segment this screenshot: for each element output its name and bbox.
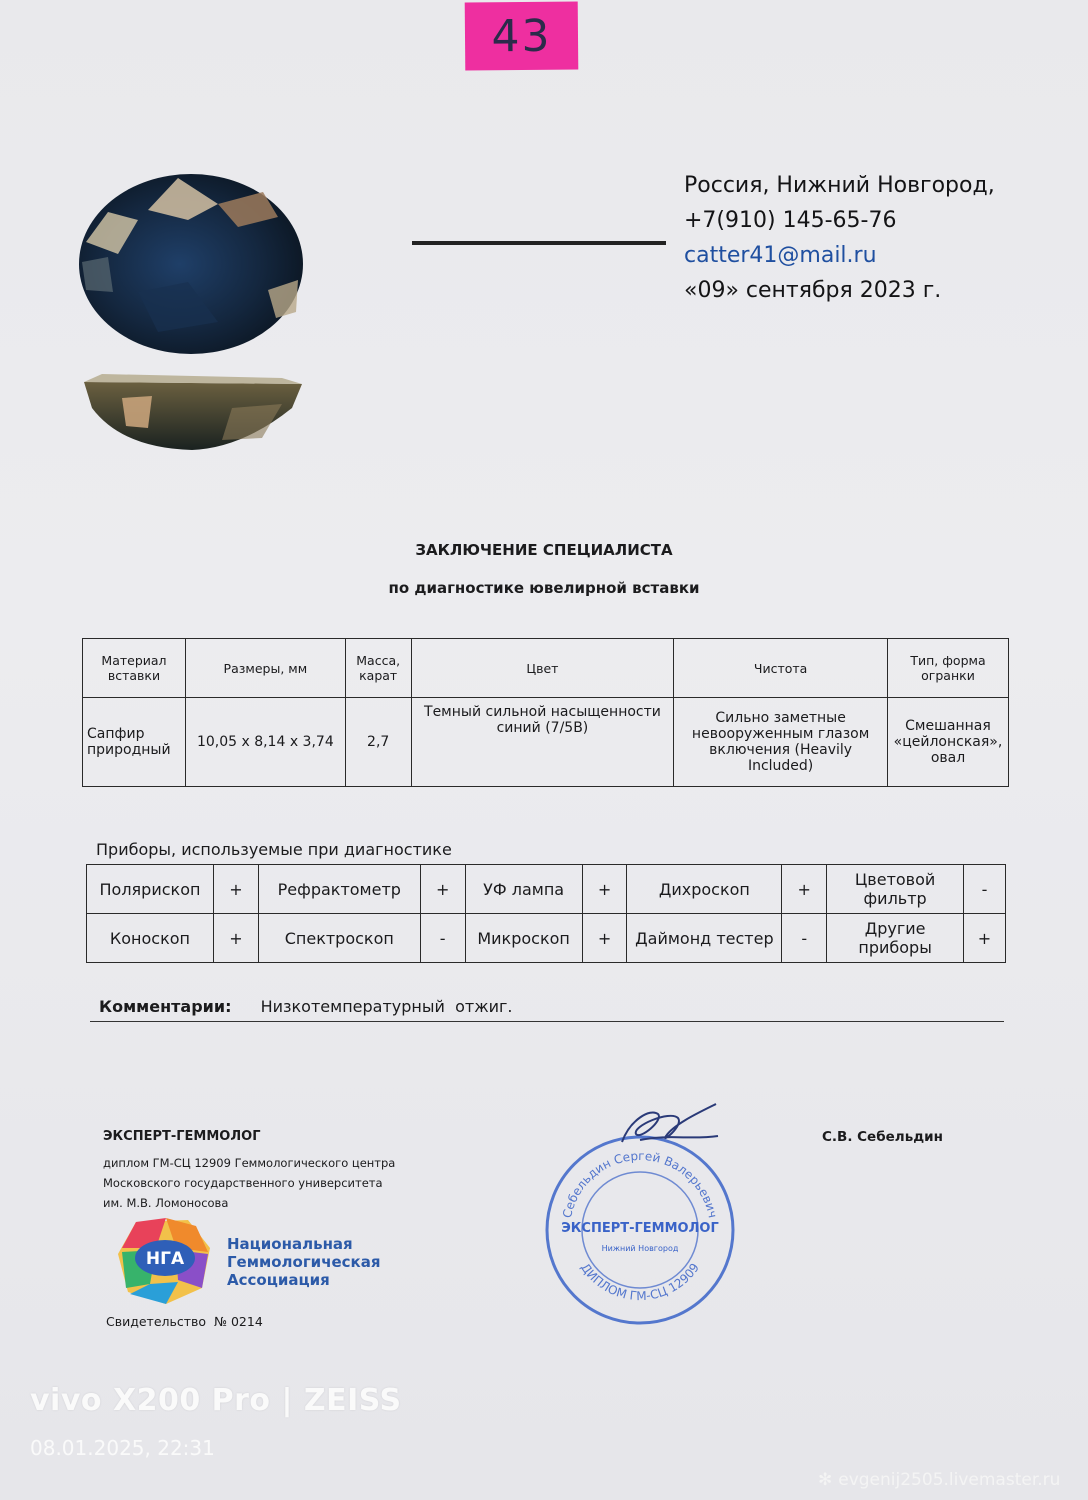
instrument-mark: + [213, 865, 258, 914]
specs-header-cell: Размеры, мм [185, 639, 345, 698]
instrument-mark: - [782, 914, 827, 963]
specs-table [82, 638, 1009, 787]
camera-timestamp: 08.01.2025, 22:31 [30, 1436, 215, 1460]
comments-text: Низкотемпературный отжиг. [260, 997, 513, 1016]
nga-logo-icon [116, 1218, 214, 1306]
instrument-mark: - [964, 865, 1006, 914]
instruments-row [87, 914, 1006, 963]
specs-header-cell: Материал вставки [83, 639, 186, 698]
instruments-row [87, 865, 1006, 914]
specs-cell-mass: 2,7 [345, 698, 411, 787]
watermark-text: evgenij2505.livemaster.ru [838, 1470, 1061, 1490]
watermark-flower-icon: ✻ [818, 1470, 833, 1490]
specs-cell-clarity: Сильно заметные невооруженным глазом включения (Heavily Included) [674, 698, 888, 787]
contact-phone: +7(910) 145-65-76 [684, 208, 897, 233]
instrument-mark: + [964, 914, 1006, 963]
instrument-mark: + [582, 914, 627, 963]
site-watermark [818, 1470, 1060, 1490]
document-title: ЗАКЛЮЧЕНИЕ СПЕЦИАЛИСТА [415, 541, 673, 559]
gemstone-top-view-image [78, 172, 306, 356]
certificate-number: Свидетельство № 0214 [106, 1314, 263, 1329]
instrument-mark: + [420, 865, 465, 914]
double-rule-divider [412, 241, 666, 245]
diploma-line: Московского государственного университета [103, 1176, 383, 1190]
instrument-name: Полярископ [87, 865, 214, 914]
instruments-table [86, 864, 1006, 963]
instrument-name: Цветовой фильтр [827, 865, 964, 914]
expert-stamp-seal [540, 1100, 740, 1325]
svg-text:Себельдин Сергей Валерьевич [560, 1149, 720, 1219]
org-line: Национальная [227, 1235, 353, 1253]
contact-block [684, 168, 995, 308]
instrument-mark: + [213, 914, 258, 963]
stamp-ring-bottom: ДИПЛОМ ГМ-СЦ 12909 [577, 1260, 703, 1304]
specs-cell-cut: Смешанная «цейлонская», овал [887, 698, 1008, 787]
specs-header-row [83, 639, 1009, 698]
instruments-title: Приборы, используемые при диагностике [96, 840, 452, 859]
specs-header-cell: Масса, карат [345, 639, 411, 698]
specs-cell-dimensions: 10,05 х 8,14 х 3,74 [185, 698, 345, 787]
comments-block [99, 997, 513, 1016]
nga-org-name [227, 1235, 381, 1289]
instrument-name: Другие приборы [827, 914, 964, 963]
instrument-name: Рефрактометр [258, 865, 420, 914]
stamp-ring-top: Себельдин Сергей Валерьевич [560, 1148, 720, 1220]
expert-title: ЭКСПЕРТ-ГЕММОЛОГ [103, 1129, 261, 1144]
contact-email[interactable]: catter41@mail.ru [684, 243, 877, 268]
svg-text:ДИПЛОМ ГМ-СЦ 12909 [578, 1261, 702, 1303]
logo-abbr: НГА [145, 1249, 185, 1269]
expert-diploma [103, 1153, 395, 1213]
instrument-name: Даймонд тестер [627, 914, 782, 963]
instrument-mark: + [782, 865, 827, 914]
stamp-center-sub: Нижний Новгород [601, 1244, 679, 1253]
contact-city: Россия, Нижний Новгород, [684, 173, 995, 198]
org-line: Ассоциация [227, 1271, 330, 1289]
instrument-name: Дихроскоп [627, 865, 782, 914]
specs-header-cell: Чистота [674, 639, 888, 698]
specs-cell-color: Темный сильной насыщенности синий (7/5В) [411, 698, 674, 787]
stamp-center-title: ЭКСПЕРТ-ГЕММОЛОГ [561, 1221, 719, 1236]
instrument-name: Микроскоп [465, 914, 582, 963]
instrument-mark: - [420, 914, 465, 963]
diploma-line: им. М.В. Ломоносова [103, 1196, 229, 1210]
instrument-name: Коноскоп [87, 914, 214, 963]
number-sticker: 43 [465, 2, 579, 71]
specs-header-cell: Цвет [411, 639, 674, 698]
document-subtitle: по диагностике ювелирной вставки [388, 579, 700, 597]
instrument-name: Спектроскоп [258, 914, 420, 963]
comments-underline [90, 1021, 1004, 1022]
comments-label: Комментарии: [99, 997, 232, 1016]
instrument-name: УФ лампа [465, 865, 582, 914]
camera-model-watermark: vivo X200 Pro | ZEISS [30, 1383, 402, 1418]
contact-date: «09» сентября 2023 г. [684, 278, 942, 303]
instrument-mark: + [582, 865, 627, 914]
specs-cell-material: Сапфир природный [83, 698, 186, 787]
specs-header-cell: Тип, форма огранки [887, 639, 1008, 698]
gemstone-side-view-image [82, 368, 308, 454]
org-line: Геммологическая [227, 1253, 381, 1271]
specs-data-row [83, 698, 1009, 787]
diploma-line: диплом ГМ-СЦ 12909 Геммологического центра [103, 1156, 396, 1170]
signer-name: С.В. Себельдин [822, 1129, 943, 1145]
